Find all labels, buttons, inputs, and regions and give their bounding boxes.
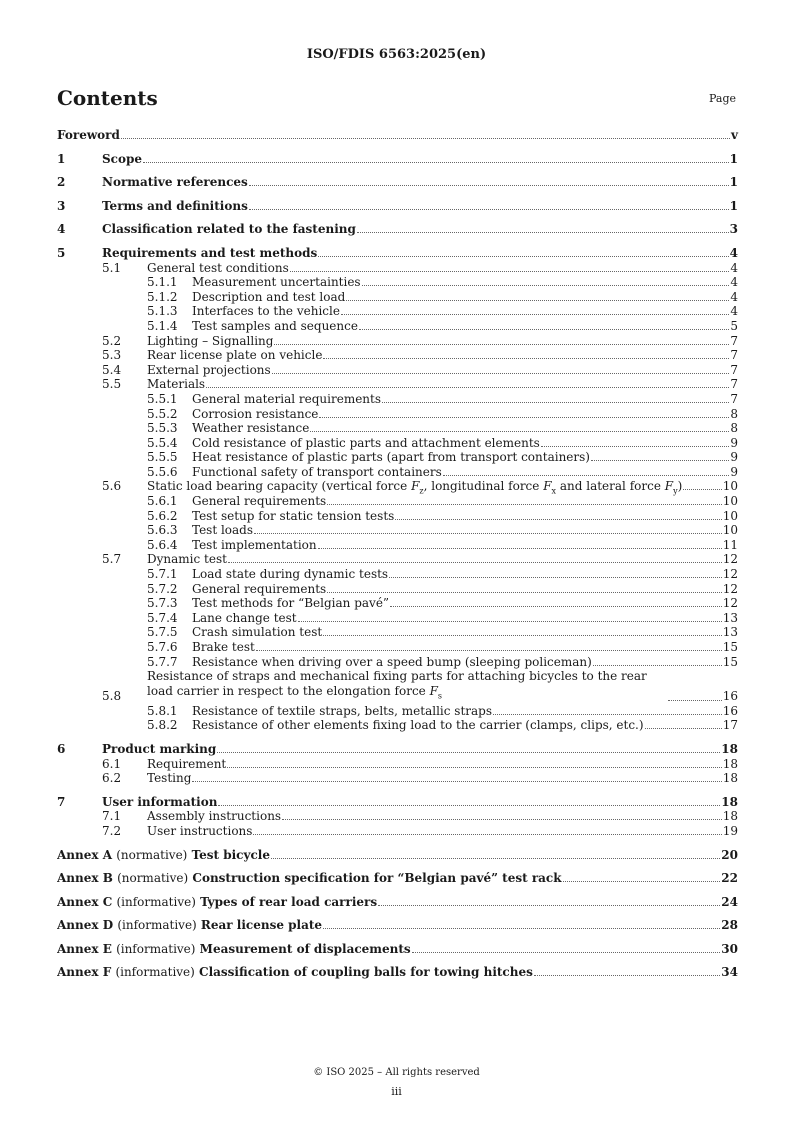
- toc-entry-title: General material requirements: [192, 391, 382, 406]
- math-subscript: z: [419, 486, 424, 496]
- toc-entry-number: 5.8.1: [147, 703, 178, 718]
- toc-entry-number: 5.5.1: [147, 391, 178, 406]
- toc-entry-number: 7.1: [102, 809, 122, 824]
- annex-kind: (informative): [116, 941, 196, 956]
- toc-entry-number: 5.1.3: [147, 304, 178, 319]
- toc-entry-number: 5.7.3: [147, 596, 178, 611]
- toc-entry[interactable]: [57, 334, 738, 349]
- toc-entry-page: 7: [730, 391, 738, 406]
- dot-leader: [249, 208, 729, 210]
- toc-entry[interactable]: [57, 465, 738, 480]
- annex-entry[interactable]: [57, 918, 738, 933]
- toc-entry[interactable]: [57, 222, 738, 237]
- toc-entry[interactable]: [57, 655, 738, 670]
- toc-entry-page: 30: [721, 941, 738, 956]
- toc-entry-title: Requirements and test methods: [102, 245, 318, 260]
- toc-entry-title: Testing: [147, 771, 192, 786]
- toc-entry-title: Materials: [147, 377, 206, 392]
- toc-entry[interactable]: [57, 199, 738, 214]
- toc-entry-page: 8: [730, 406, 738, 421]
- toc-entry-number: 5.7.2: [147, 581, 178, 596]
- toc-entry-number: 5.7: [102, 552, 122, 567]
- toc-entry[interactable]: [57, 538, 738, 553]
- toc-entry-number: 5.4: [102, 362, 122, 377]
- title-fragment: Static load bearing capacity (vertical force: [147, 479, 412, 494]
- dot-leader: [217, 751, 720, 753]
- dot-leader: [378, 904, 720, 906]
- document-header: ISO/FDIS 6563:2025(en): [306, 47, 487, 62]
- toc-entry-page: 4: [730, 260, 738, 275]
- math-variable: F: [543, 479, 552, 494]
- dot-leader: [341, 313, 729, 315]
- annex-entry-title: [57, 942, 411, 957]
- toc-entry[interactable]: [57, 407, 738, 422]
- dot-leader: [389, 576, 722, 578]
- annex-entry[interactable]: [57, 965, 738, 980]
- annex-label: Annex F: [57, 965, 112, 980]
- toc-entry[interactable]: [57, 640, 738, 655]
- toc-entry-title: Corrosion resistance: [192, 406, 319, 421]
- toc-entry-page: 34: [721, 965, 738, 980]
- dot-leader: [206, 386, 729, 388]
- toc-entry-title: Measurement uncertainties: [192, 275, 361, 290]
- toc-entry-title: General requirements: [192, 581, 327, 596]
- toc-entry-number: 1: [57, 151, 66, 166]
- page-column-label: Page: [709, 92, 737, 105]
- dot-leader: [493, 713, 722, 715]
- annex-entry[interactable]: [57, 942, 738, 957]
- toc-entry-page: 17: [722, 718, 738, 733]
- annex-entries: [57, 848, 738, 981]
- toc-entry-title: Dynamic test: [147, 552, 227, 567]
- toc-entry-title: General requirements: [192, 494, 327, 509]
- toc-entry-title: Weather resistance: [192, 421, 310, 436]
- toc-entry-page: 7: [730, 377, 738, 392]
- toc-entry-number: 7.2: [102, 823, 122, 838]
- dot-leader: [323, 634, 722, 636]
- title-fragment: , longitudinal force: [423, 479, 544, 494]
- table-of-contents: [57, 128, 738, 980]
- dot-leader: [593, 664, 722, 666]
- annex-entry-title: [57, 895, 377, 910]
- toc-entry[interactable]: [57, 304, 738, 319]
- toc-entry-title: Product marking: [102, 741, 217, 756]
- toc-entry-title: Terms and definitions: [102, 198, 248, 213]
- dot-leader: [271, 857, 720, 859]
- toc-entry-number: 5.6: [102, 479, 122, 494]
- toc-entry-number: 2: [57, 175, 66, 190]
- dot-leader: [327, 503, 722, 505]
- toc-entry[interactable]: [57, 152, 738, 167]
- annex-entry-title: [57, 871, 562, 886]
- toc-entry-page: 13: [722, 610, 738, 625]
- toc-entry-number: 5.3: [102, 348, 122, 363]
- toc-entry-number: 5.7.6: [147, 640, 178, 654]
- toc-entry-title: General test conditions: [147, 260, 289, 275]
- toc-entry-title: Test setup for static tension tests: [192, 508, 395, 523]
- toc-entry-page: 4: [730, 275, 738, 290]
- toc-entry[interactable]: [57, 523, 738, 538]
- toc-entry[interactable]: [57, 582, 738, 597]
- toc-entry-page: 7: [730, 362, 738, 377]
- toc-entry-number: 5.1.2: [147, 289, 178, 304]
- toc-entry-page: 1: [729, 175, 738, 190]
- toc-entry-number: 5.1.4: [147, 318, 178, 333]
- dot-leader: [218, 804, 720, 806]
- toc-entry[interactable]: [57, 175, 738, 190]
- toc-entry-number: 5.1.1: [147, 275, 178, 290]
- toc-entry-page: 4: [729, 245, 738, 260]
- dot-leader: [541, 445, 730, 447]
- toc-entry-page: 11: [722, 537, 738, 552]
- toc-entry-title: Functional safety of transport containers: [192, 464, 442, 479]
- copyright-notice: © ISO 2025 – All rights reserved: [313, 1067, 480, 1078]
- annex-label: Annex B: [57, 871, 113, 886]
- toc-entry-page: 4: [730, 289, 738, 304]
- toc-entry-title: Test implementation: [192, 537, 317, 552]
- math-subscript: x: [551, 486, 557, 496]
- toc-entry[interactable]: [57, 669, 738, 704]
- toc-entry-page: 5: [730, 318, 738, 333]
- toc-entry[interactable]: [57, 275, 738, 290]
- toc-entry-page: 10: [722, 479, 738, 494]
- dot-leader: [362, 284, 730, 286]
- toc-entry-number: 6.1: [102, 756, 122, 771]
- annex-kind: (normative): [117, 871, 189, 886]
- annex-entry-title: [57, 965, 533, 980]
- toc-entry-number: 5.5.5: [147, 450, 178, 465]
- dot-leader: [254, 532, 722, 534]
- toc-entry-page: 18: [721, 741, 738, 756]
- toc-entry-page: 18: [721, 794, 738, 809]
- dot-leader: [310, 430, 729, 432]
- math-variable: F: [429, 683, 438, 698]
- toc-entry-number: 5.5.2: [147, 406, 178, 421]
- toc-entry-page: 1: [729, 151, 738, 166]
- annex-title: Classification of coupling balls for towing hitches: [199, 965, 533, 980]
- toc-entry-number: 4: [57, 222, 66, 237]
- dot-leader: [318, 255, 728, 257]
- dot-leader: [192, 780, 721, 782]
- toc-entry[interactable]: [57, 348, 738, 363]
- toc-entry-number: 5.5: [102, 377, 122, 392]
- toc-entry-number: 5.2: [102, 333, 122, 348]
- toc-entry-title: Lighting – Signalling: [147, 333, 274, 348]
- title-fragment: Resistance of straps and mechanical fixing parts for attaching bicycles to the rear load carrier in respect to the elongation force: [147, 669, 647, 698]
- dot-leader: [346, 299, 729, 301]
- annex-entry[interactable]: [57, 871, 738, 886]
- toc-entry[interactable]: [57, 809, 738, 824]
- toc-entry-title: Crash simulation test: [192, 625, 323, 640]
- dot-leader: [272, 372, 730, 374]
- toc-entry-page: 1: [729, 198, 738, 213]
- dot-leader: [253, 833, 721, 835]
- toc-entry-title: Normative references: [102, 175, 248, 190]
- toc-entry-title: Interfaces to the vehicle: [192, 304, 340, 319]
- toc-entry[interactable]: [57, 704, 738, 719]
- annex-entry[interactable]: [57, 848, 738, 863]
- annex-kind: (informative): [116, 894, 196, 909]
- toc-entry-page: 9: [730, 435, 738, 450]
- toc-entry-title: Resistance when driving over a speed bump (sleeping policeman): [192, 654, 592, 669]
- toc-entry-number: 3: [57, 198, 66, 213]
- toc-entry-number: 5: [57, 245, 66, 260]
- toc-entry[interactable]: [57, 377, 738, 392]
- toc-entry-number: 6.2: [102, 771, 122, 786]
- dot-leader: [256, 649, 722, 651]
- toc-entry-number: 5.5.3: [147, 421, 178, 436]
- dot-leader: [390, 605, 722, 607]
- toc-entry[interactable]: [57, 290, 738, 305]
- annex-entry-title: [57, 918, 322, 933]
- toc-entry-title: Requirement: [147, 756, 227, 771]
- toc-entry-title: Lane change test: [192, 610, 297, 625]
- page-title: Contents: [57, 86, 158, 110]
- toc-entry[interactable]: [57, 771, 738, 786]
- toc-entry[interactable]: [57, 567, 738, 582]
- toc-entry-page: 13: [722, 625, 738, 640]
- annex-title: Construction specification for “Belgian pavé” test rack: [192, 871, 562, 886]
- toc-entry-foreword[interactable]: [57, 128, 738, 143]
- dot-leader: [534, 974, 720, 976]
- annex-label: Annex A: [57, 847, 113, 862]
- toc-entry-title: External projections: [147, 362, 271, 377]
- toc-entry-title: Heat resistance of plastic parts (apart from transport containers): [192, 450, 590, 465]
- title-fragment: ): [677, 479, 683, 494]
- toc-entry-page: 10: [722, 523, 738, 538]
- toc-entry-number: 5.7.4: [147, 610, 178, 625]
- dot-leader: [249, 184, 729, 186]
- dot-leader: [323, 357, 729, 359]
- toc-entry-title: [57, 669, 667, 704]
- dot-leader: [668, 699, 722, 701]
- toc-entry-page: 7: [730, 348, 738, 363]
- dot-leader: [683, 488, 721, 490]
- toc-entry-number: 5.6.4: [147, 537, 178, 552]
- toc-entry[interactable]: [57, 795, 738, 810]
- toc-entry[interactable]: [57, 246, 738, 261]
- annex-label: Annex D: [57, 918, 114, 933]
- annex-entry[interactable]: [57, 895, 738, 910]
- toc-entry-page: 12: [722, 581, 738, 596]
- dot-leader: [443, 474, 730, 476]
- dot-leader: [143, 161, 729, 163]
- annex-kind: (informative): [115, 965, 195, 980]
- toc-entry[interactable]: [57, 611, 738, 626]
- toc-entry-page: 18: [722, 771, 738, 786]
- math-subscript: s: [437, 691, 443, 701]
- toc-entry-page: 24: [721, 894, 738, 909]
- toc-entry-page: 18: [722, 756, 738, 771]
- toc-entry[interactable]: [57, 494, 738, 509]
- toc-entry-title: Test loads: [192, 523, 254, 538]
- dot-leader: [357, 231, 729, 233]
- dot-leader: [591, 459, 729, 461]
- toc-entry-title: Load state during dynamic tests: [192, 567, 389, 582]
- toc-entry-page: v: [731, 128, 738, 142]
- dot-leader: [323, 927, 720, 929]
- toc-entry-page: 15: [722, 640, 738, 654]
- toc-entry-page: 12: [722, 567, 738, 582]
- toc-entry-number: 6: [57, 741, 66, 756]
- toc-entry-page: 16: [722, 703, 738, 718]
- toc-entry[interactable]: [57, 421, 738, 436]
- dot-leader: [563, 880, 721, 882]
- toc-entry[interactable]: [57, 625, 738, 640]
- math-subscript: y: [673, 486, 678, 496]
- dot-leader: [395, 518, 721, 520]
- toc-entry-page: 12: [722, 552, 738, 567]
- toc-entry[interactable]: [57, 392, 738, 407]
- toc-entry-page: 7: [730, 333, 738, 348]
- toc-entry-title: Resistance of other elements fixing load to the carrier (clamps, clips, etc.): [192, 718, 644, 733]
- annex-title: Measurement of displacements: [199, 941, 411, 956]
- toc-entry-page: 9: [730, 450, 738, 465]
- toc-entry-page: 22: [721, 871, 738, 886]
- toc-entry-number: 5.6.1: [147, 494, 178, 509]
- toc-entry-page: 16: [722, 689, 738, 704]
- toc-entry-page: 8: [730, 421, 738, 436]
- toc-entry[interactable]: [57, 363, 738, 378]
- toc-entry-title: Cold resistance of plastic parts and attachment elements: [192, 435, 540, 450]
- math-variable: F: [664, 479, 674, 494]
- toc-entry-title: Brake test: [192, 640, 255, 654]
- toc-entry-title: User instructions: [147, 823, 253, 838]
- toc-entry-number: 5.7.7: [147, 654, 178, 669]
- toc-entry[interactable]: [57, 479, 738, 494]
- dot-leader: [228, 561, 722, 563]
- toc-entry[interactable]: [57, 319, 738, 334]
- annex-label: Annex E: [57, 941, 112, 956]
- annex-title: Test bicycle: [191, 847, 270, 862]
- toc-entry-number: 5.7.5: [147, 625, 178, 640]
- toc-entry-number: 5.6.3: [147, 523, 178, 538]
- toc-entry-page: 19: [722, 823, 738, 838]
- toc-entry-title: Classification related to the fastening: [102, 222, 356, 237]
- dot-leader: [290, 270, 730, 272]
- toc-entry-title: Description and test load: [192, 289, 346, 304]
- toc-entry[interactable]: [57, 552, 738, 567]
- toc-entry[interactable]: [57, 596, 738, 611]
- annex-title: Types of rear load carriers: [200, 894, 378, 909]
- toc-entry[interactable]: [57, 824, 738, 839]
- toc-entry[interactable]: [57, 757, 738, 772]
- toc-entry-page: 20: [721, 847, 738, 862]
- toc-entry-page: 3: [729, 222, 738, 237]
- dot-leader: [121, 137, 730, 139]
- toc-entry-number: 5.5.6: [147, 464, 178, 479]
- toc-entry-title: Scope: [102, 151, 143, 166]
- toc-entry-number: 7: [57, 794, 66, 809]
- toc-entry[interactable]: [57, 509, 738, 524]
- toc-entry-page: 10: [722, 494, 738, 509]
- toc-entry-title: Resistance of textile straps, belts, metallic straps: [192, 703, 493, 718]
- toc-entry[interactable]: [57, 742, 738, 757]
- annex-title: Rear license plate: [200, 918, 323, 933]
- toc-entry-number: 5.8.2: [147, 718, 178, 733]
- toc-entry-page: 18: [722, 809, 738, 824]
- toc-entry[interactable]: [57, 450, 738, 465]
- annex-entry-title: [57, 848, 270, 863]
- dot-leader: [318, 547, 722, 549]
- annex-kind: (informative): [117, 918, 197, 933]
- toc-entry-number: 5.6.2: [147, 508, 178, 523]
- toc-entries: [57, 152, 738, 839]
- math-variable: F: [411, 479, 420, 494]
- toc-entry-title: Assembly instructions: [147, 809, 282, 824]
- toc-entry-title: User information: [102, 794, 218, 809]
- dot-leader: [282, 818, 722, 820]
- dot-leader: [319, 416, 729, 418]
- toc-entry-number: 5.5.4: [147, 435, 178, 450]
- toc-entry-number: 5.8: [102, 689, 122, 704]
- dot-leader: [359, 328, 729, 330]
- annex-label: Annex C: [57, 894, 113, 909]
- toc-entry-page: 12: [722, 596, 738, 611]
- dot-leader: [298, 620, 722, 622]
- toc-entry-page: 28: [721, 918, 738, 933]
- toc-entry-title: Foreword: [57, 128, 120, 142]
- toc-entry-title: Test samples and sequence: [192, 318, 358, 333]
- toc-entry-page: 4: [730, 304, 738, 319]
- title-fragment: and lateral force: [556, 479, 665, 494]
- toc-entry-page: 10: [722, 508, 738, 523]
- dot-leader: [227, 766, 721, 768]
- toc-entry-page: 9: [730, 464, 738, 479]
- toc-entry-number: 5.1: [102, 260, 122, 275]
- dot-leader: [645, 727, 722, 729]
- dot-leader: [274, 343, 729, 345]
- toc-entry-title: Test methods for “Belgian pavé”: [192, 596, 390, 611]
- toc-entry-page: 15: [722, 654, 738, 669]
- annex-kind: (normative): [116, 847, 188, 862]
- toc-entry[interactable]: [57, 261, 738, 276]
- toc-entry[interactable]: [57, 436, 738, 451]
- toc-entry[interactable]: [57, 718, 738, 733]
- dot-leader: [327, 591, 722, 593]
- page-number: iii: [391, 1085, 402, 1098]
- dot-leader: [412, 951, 721, 953]
- toc-entry-number: 5.7.1: [147, 567, 178, 582]
- toc-entry-title: Rear license plate on vehicle: [147, 348, 323, 363]
- dot-leader: [382, 401, 729, 403]
